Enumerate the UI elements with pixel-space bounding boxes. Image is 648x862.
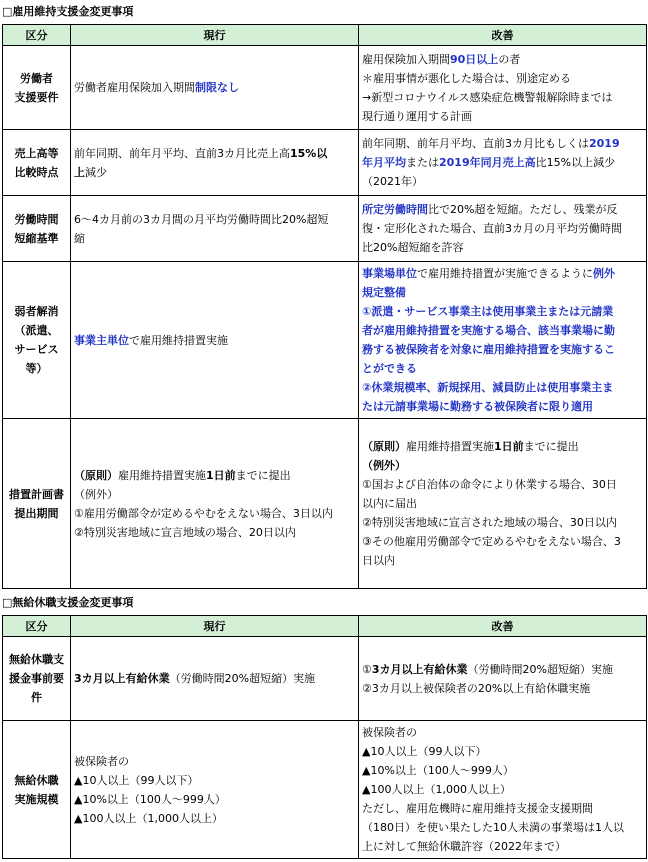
text-segment: ③その他雇用労働部令で定めるやむをえない場合、3 xyxy=(362,535,621,548)
text-line xyxy=(74,229,355,248)
current-cell xyxy=(71,196,359,262)
text-segment: ▲100人以上（1,000人以上） xyxy=(74,811,223,825)
text-segment: の者 xyxy=(498,52,521,66)
text-line xyxy=(362,799,643,818)
text-segment: 比20%超短縮を許容 xyxy=(362,241,464,254)
text-segment: または xyxy=(406,156,439,169)
text-line xyxy=(362,219,643,238)
text-segment: ①国および自治体の命令により休業する場合、30日 xyxy=(362,478,617,491)
text-segment: ただし、雇用危機時に雇用維持支援金支援期間 xyxy=(362,802,593,815)
text-segment: （原則） xyxy=(362,440,406,453)
text-line xyxy=(74,523,355,542)
text-segment: で雇用維持措置実施 xyxy=(129,333,228,347)
section2-title: □無給休職支援金変更事項 xyxy=(2,596,134,609)
header-current: 現行 xyxy=(71,25,359,46)
current-cell xyxy=(71,637,359,721)
category-label: 支援要件 xyxy=(14,90,59,104)
text-segment: （労働時間20%超短縮）実施 xyxy=(467,662,613,676)
text-line xyxy=(74,504,355,523)
text-segment: 比で20%超を短縮。ただし、残業が反 xyxy=(428,203,618,216)
text-line xyxy=(362,134,643,153)
text-segment: 雇用維持措置実施 xyxy=(406,440,494,453)
text-line xyxy=(362,456,643,475)
text-line xyxy=(362,475,643,494)
text-segment: 2019 xyxy=(589,137,620,150)
text-line xyxy=(362,378,643,397)
category-label: 労働時間 xyxy=(14,212,59,226)
text-segment: 15%以 xyxy=(290,146,328,160)
category-label: 実施規模 xyxy=(14,792,59,806)
text-segment: 90日以上 xyxy=(450,52,499,66)
current-cell xyxy=(71,419,359,589)
text-line xyxy=(362,818,643,837)
text-segment: ▲10%以上（100人～999人） xyxy=(74,792,226,806)
text-line xyxy=(362,437,643,456)
text-segment: （原則） xyxy=(74,468,118,482)
text-segment: 1日前 xyxy=(494,440,524,453)
text-segment: ①雇用労働部令が定めるやむをえない場合、3日以内 xyxy=(74,506,333,520)
text-segment: 前年同期、前年月平均、直前3カ月比もしくは xyxy=(362,137,589,150)
text-segment: 以内に届出 xyxy=(362,497,417,510)
text-line xyxy=(362,200,643,219)
current-cell xyxy=(71,721,359,859)
text-segment: 被保険者の xyxy=(74,754,129,768)
text-line xyxy=(362,172,643,191)
table-row xyxy=(3,721,647,859)
text-segment: 事業場単位 xyxy=(362,267,417,280)
text-line xyxy=(362,238,643,257)
text-line xyxy=(362,283,643,302)
text-segment: 所定労働時間 xyxy=(362,203,428,216)
text-segment: 比15%以上減少 xyxy=(535,156,616,169)
category-cell xyxy=(3,262,71,419)
text-line xyxy=(74,752,355,771)
text-segment: 日以内 xyxy=(362,554,395,567)
header-category: 区分 xyxy=(3,616,71,637)
text-line xyxy=(74,144,355,163)
text-segment: （例外） xyxy=(74,487,118,501)
text-segment: 3カ月以上有給休業 xyxy=(74,672,170,685)
text-segment: ①派遣・サービス事業主は使用事業主または元請業 xyxy=(362,305,614,318)
text-segment: 減少 xyxy=(85,165,107,179)
text-line xyxy=(362,88,643,107)
text-segment: 規定整備 xyxy=(362,286,406,299)
header-category: 区分 xyxy=(3,25,71,46)
category-label: 等） xyxy=(25,362,48,375)
text-segment: ②休業規模率、新規採用、減員防止は使用事業主ま xyxy=(362,381,614,394)
text-segment: ②特別災害地域に宣言地域の場合、20日以内 xyxy=(74,525,296,539)
text-segment: 例外 xyxy=(593,267,615,280)
text-segment: 年月平均 xyxy=(362,156,406,169)
header-current: 現行 xyxy=(71,616,359,637)
improved-cell xyxy=(359,46,647,130)
text-segment: （労働時間20%超短縮）実施 xyxy=(169,672,316,685)
category-label: 短縮基準 xyxy=(14,231,59,245)
current-cell xyxy=(71,262,359,419)
text-segment: ＊雇用事情が悪化した場合は、別途定める xyxy=(362,71,571,85)
improved-cell xyxy=(359,262,647,419)
text-line xyxy=(362,321,643,340)
text-segment: 現行通り運用する計画 xyxy=(362,109,472,123)
text-segment: 3カ月以上有給休業 xyxy=(371,662,468,676)
category-cell xyxy=(3,721,71,859)
header-improved: 改善 xyxy=(359,25,647,46)
text-line xyxy=(74,771,355,790)
text-line xyxy=(362,50,643,69)
improved-cell xyxy=(359,196,647,262)
text-segment: →新型コロナウイルス感染症危機警報解除時までは xyxy=(362,90,613,104)
text-line xyxy=(362,264,643,283)
text-segment: ▲10人以上（99人以下） xyxy=(74,773,199,787)
text-segment: ① xyxy=(362,662,372,676)
category-label: サービス xyxy=(14,343,59,356)
category-label: 無給休職支 xyxy=(9,653,64,666)
text-segment: 雇用保険加入期間 xyxy=(362,52,450,66)
text-segment: ▲10人以上（99人以下） xyxy=(362,745,487,758)
table-row xyxy=(3,419,647,589)
text-segment: で雇用維持措置が実施できるように xyxy=(417,267,593,280)
category-label: 無給休職 xyxy=(14,773,59,787)
text-segment: ▲10%以上（100人～999人） xyxy=(362,764,514,777)
table-row xyxy=(3,130,647,196)
text-line xyxy=(362,660,643,679)
text-segment: までに提出 xyxy=(235,468,291,482)
text-segment: 復・定形化された場合、直前3カ月の月平均労働時間 xyxy=(362,222,622,235)
category-cell xyxy=(3,46,71,130)
category-cell xyxy=(3,637,71,721)
text-segment: 雇用維持措置実施 xyxy=(118,468,206,482)
text-segment: 制限なし xyxy=(195,81,239,94)
text-segment: 上に対して無給休職許容（2022年まで） xyxy=(362,840,566,853)
text-segment: 上 xyxy=(74,165,85,179)
text-line xyxy=(362,107,643,126)
text-line xyxy=(362,837,643,856)
current-cell xyxy=(71,130,359,196)
text-segment: ②特別災害地域に宣言された地域の場合、30日以内 xyxy=(362,516,617,529)
text-line xyxy=(74,331,355,350)
improved-cell xyxy=(359,130,647,196)
category-label: 件 xyxy=(31,691,42,704)
unpaid-leave-table xyxy=(2,615,647,859)
text-line xyxy=(362,494,643,513)
text-line xyxy=(74,466,355,485)
text-segment: 1日前 xyxy=(206,468,236,482)
category-label: 弱者解消 xyxy=(14,305,59,318)
category-label: 労働者 xyxy=(20,71,53,85)
text-segment: 2019年同月売上高 xyxy=(439,156,536,169)
text-segment: 前年同期、前年月平均、直前3カ月比売上高 xyxy=(74,146,290,160)
text-line xyxy=(362,551,643,570)
category-cell xyxy=(3,130,71,196)
text-line xyxy=(362,359,643,378)
text-line xyxy=(74,790,355,809)
text-line xyxy=(362,513,643,532)
table-row xyxy=(3,637,647,721)
text-segment: までに提出 xyxy=(523,440,579,453)
text-segment: ▲100人以上（1,000人以上） xyxy=(362,783,511,796)
text-line xyxy=(362,153,643,172)
text-segment: 被保険者の xyxy=(362,726,417,739)
improved-cell xyxy=(359,419,647,589)
text-line xyxy=(362,723,643,742)
text-segment: とができる xyxy=(362,362,417,375)
category-cell xyxy=(3,419,71,589)
text-line xyxy=(362,761,643,780)
text-segment: たは元請事業場に勤務する被保険者に限り適用 xyxy=(362,400,593,413)
text-segment: （180日）を使い果たした10人未満の事業場は1人以 xyxy=(362,821,624,834)
category-cell xyxy=(3,196,71,262)
current-cell xyxy=(71,46,359,130)
table-row xyxy=(3,46,647,130)
text-segment: 労働者雇用保険加入期間 xyxy=(74,81,195,94)
table-row xyxy=(3,196,647,262)
text-line xyxy=(74,78,355,97)
text-line xyxy=(362,679,643,698)
text-line xyxy=(74,809,355,828)
text-segment: 縮 xyxy=(74,231,85,245)
text-line xyxy=(362,302,643,321)
text-line xyxy=(362,69,643,88)
text-segment: （例外） xyxy=(362,459,406,472)
table-row xyxy=(3,262,647,419)
text-line xyxy=(362,340,643,359)
category-label: 比較時点 xyxy=(14,165,59,179)
category-label: 提出期間 xyxy=(14,506,59,520)
text-segment: 務する被保険者を対象に雇用維持措置を実施するこ xyxy=(362,343,615,356)
category-label: 援金事前要 xyxy=(9,672,64,685)
text-line xyxy=(362,780,643,799)
header-improved: 改善 xyxy=(359,616,647,637)
text-line xyxy=(74,163,355,182)
category-label: （派遣、 xyxy=(14,324,59,337)
text-line xyxy=(362,397,643,416)
category-label: 売上高等 xyxy=(14,146,59,160)
text-segment: ②3カ月以上被保険者の20%以上有給休職実施 xyxy=(362,681,591,695)
section1-title: □雇用維持支援金変更事項 xyxy=(2,5,134,18)
text-segment: 6～4カ月前の3カ月間の月平均労働時間比20%超短 xyxy=(74,212,329,226)
text-segment: （2021年） xyxy=(362,175,423,188)
employment-maintenance-table xyxy=(2,24,647,589)
text-line xyxy=(74,210,355,229)
text-segment: 事業主単位 xyxy=(74,333,129,347)
improved-cell xyxy=(359,637,647,721)
text-line xyxy=(74,669,355,688)
improved-cell xyxy=(359,721,647,859)
text-line xyxy=(362,532,643,551)
category-label: 措置計画書 xyxy=(9,487,64,501)
text-segment: 者が雇用維持措置を実施する場合、該当事業場に勤 xyxy=(362,324,615,337)
text-line xyxy=(362,742,643,761)
text-line xyxy=(74,485,355,504)
